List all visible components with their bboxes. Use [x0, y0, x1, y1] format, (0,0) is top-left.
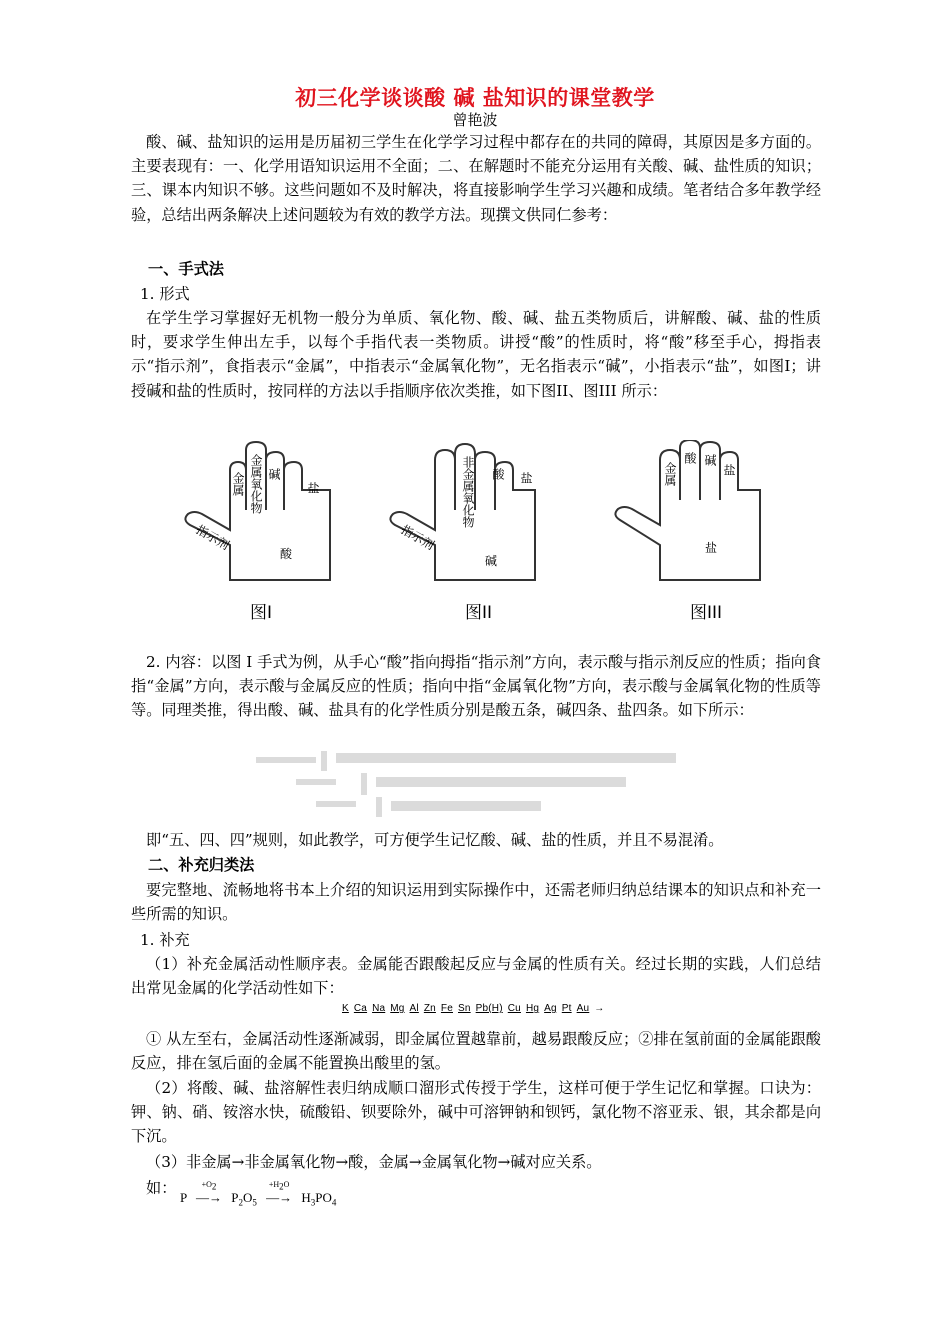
- series-metal: Pb(H): [475, 1003, 503, 1014]
- section1-para3: 即“五、四、四”规则，如此教学，可方便学生记忆酸、碱、盐的性质，并且不易混淆。: [146, 831, 724, 849]
- fig3-little-label: 盐: [722, 464, 736, 476]
- fig1-thumb-label: 指示剂: [193, 522, 232, 553]
- series-metal: K: [342, 1003, 349, 1014]
- section2-item2: （2）将酸、碱、盐溶解性表归纳成顺口溜形式传授于学生，这样可便于学生记忆和掌握。口诀为：钾、钠、硝、铵溶水快，硫酸铅、钡要除外，碱中可溶钾钠和钡钙，氯化物不溶亚汞、银，其余都是向下沉。: [131, 1079, 821, 1146]
- fig1-palm-label: 酸: [280, 547, 293, 561]
- series-metal: Fe: [440, 1003, 453, 1014]
- fig3-caption: 图III: [690, 603, 723, 623]
- author-name: 曾艳波: [452, 111, 498, 129]
- series-metal: Ag: [544, 1003, 557, 1014]
- series-metal: Al: [409, 1003, 419, 1014]
- hand-figure-3: [610, 440, 770, 594]
- example-label: 如：: [146, 1179, 177, 1197]
- fig1-caption: 图I: [250, 603, 273, 623]
- section1-para2: 2. 内容：以图 I 手式为例，从手心“酸”指向拇指“指示剂”方向，表示酸与指示剂反应的性质；指向食指“金属”方向，表示酸与金属反应的性质；指向中指“金属氧化物”方向，表示酸与金属氧化物的性质等等。同理类推，得出酸、碱、盐具有的化学性质分别是酸五条，碱四条、盐四条。如下所示：: [131, 653, 821, 720]
- section1-para1: 在学生学习掌握好无机物一般分为单质、氧化物、酸、碱、盐五类物质后，讲解酸、碱、盐的性质时，要求学生伸出左手，以每个手指代表一类物质。讲授“酸”的性质时，将“酸”移至手心，拇指表示“指示剂”，食指表示“金属”，中指表示“金属氧化物”，无名指表示“碱”，小指表示“盐”，如图I；讲授碱和盐的性质时，按同样的方法以手指顺序依次类推，如下图II、图III 所示：: [131, 309, 821, 400]
- fig2-index-label: 非金属氧化物: [461, 456, 475, 528]
- fig2-caption: 图II: [465, 603, 493, 623]
- section1-sub1: 1. 形式: [140, 285, 190, 303]
- section2-para1: 要完整地、流畅地将书本上介绍的知识运用到实际操作中，还需老师归纳总结课本的知识点和补充一些所需的知识。: [131, 881, 821, 924]
- section2-item1: （1）补充金属活动性顺序表。金属能否跟酸起反应与金属的性质有关。经过长期的实践，人们总结出常见金属的化学活动性如下：: [131, 955, 821, 998]
- fig3-middle-label: 酸: [683, 452, 697, 464]
- fig3-palm-label: 盐: [705, 541, 718, 555]
- fig1-middle-label: 金属氧化物: [249, 454, 263, 514]
- series-metal: Sn: [458, 1003, 471, 1014]
- series-metal: Cu: [507, 1003, 521, 1014]
- series-metal: Mg: [390, 1003, 405, 1014]
- fig1-index-label: 金属: [231, 472, 245, 496]
- fig3-ring-label: 碱: [703, 454, 717, 466]
- metal-activity-series: K Ca Na Mg Al Zn Fe Sn Pb(H) Cu Hg Ag Pt Au →: [342, 1003, 605, 1014]
- chemical-equation: P $+O_2$ —→ $P_2O_5$ $+H_2O$ —→ $H_3PO_4$: [180, 1180, 337, 1208]
- section2-item1b: ① 从左至右，金属活动性逐渐减弱，即金属位置越靠前，越易跟酸反应；②排在氢前面的金属能跟酸反应，排在氢后面的金属不能置换出酸里的氢。: [131, 1030, 821, 1073]
- series-metal: Hg: [525, 1003, 540, 1014]
- series-metal: Au: [576, 1003, 590, 1014]
- page-title: 初三化学谈谈酸 碱 盐知识的课堂教学: [295, 85, 655, 110]
- section2-heading: 二、补充归类法: [148, 856, 255, 874]
- hand-figure-2: [385, 440, 545, 594]
- series-metal: Zn: [423, 1003, 436, 1014]
- series-metal: Na: [372, 1003, 386, 1014]
- fig2-middle-label: 酸: [491, 468, 505, 480]
- series-metal: Ca: [353, 1003, 368, 1014]
- section2-sub1: 1. 补充: [140, 931, 190, 949]
- series-metal: Pt: [561, 1003, 572, 1014]
- fig1-ring-label: 碱: [267, 468, 281, 480]
- fig2-thumb-label: 指示剂: [398, 522, 437, 553]
- fig1-little-label: 盐: [306, 482, 320, 494]
- intro-paragraph: 酸、碱、盐知识的运用是历届初三学生在化学学习过程中都存在的共同的障碍，其原因是多方面的。主要表现有：一、化学用语知识运用不全面；二、在解题时不能充分运用有关酸、碱、盐性质的知识；三、课本内知识不够。这些问题如不及时解决，将直接影响学生学习兴趣和成绩。笔者结合多年教学经验，总结出两条解决上述问题较为有效的教学方法。现撰文供同仁参考：: [131, 133, 821, 224]
- fig2-ring-label: 盐: [519, 472, 533, 484]
- section1-heading: 一、手式法: [148, 260, 224, 278]
- properties-summary-image: [256, 749, 696, 819]
- fig3-index-label: 金属: [663, 462, 677, 486]
- hand-figure-1: [180, 440, 340, 594]
- section2-item3: （3）非金属→非金属氧化物→酸，金属→金属氧化物→碱对应关系。: [146, 1153, 602, 1171]
- fig2-palm-label: 碱: [485, 554, 498, 568]
